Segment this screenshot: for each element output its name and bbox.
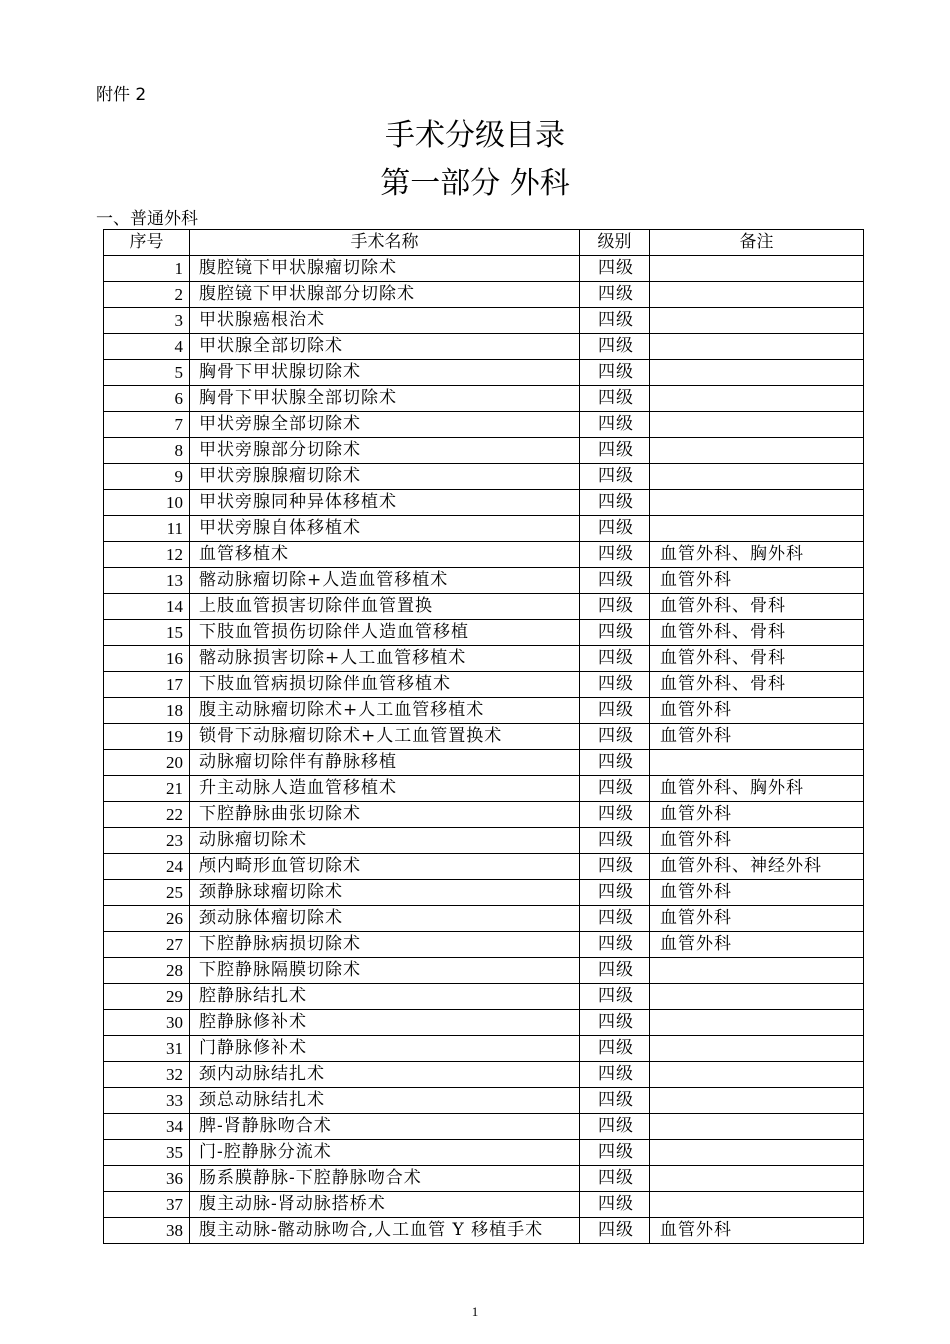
row-name: 下腔静脉曲张切除术 xyxy=(190,802,580,828)
row-note: 血管外科 xyxy=(650,568,864,594)
row-level: 四级 xyxy=(580,932,650,958)
row-note: 血管外科 xyxy=(650,698,864,724)
row-index: 38 xyxy=(104,1218,190,1244)
row-level: 四级 xyxy=(580,1166,650,1192)
row-level: 四级 xyxy=(580,308,650,334)
row-note: 血管外科、骨科 xyxy=(650,646,864,672)
row-name: 甲状旁腺同种异体移植术 xyxy=(190,490,580,516)
row-level: 四级 xyxy=(580,802,650,828)
row-index: 20 xyxy=(104,750,190,776)
row-name: 脾-肾静脉吻合术 xyxy=(190,1114,580,1140)
row-level: 四级 xyxy=(580,672,650,698)
table-row xyxy=(104,464,864,490)
header-index: 序号 xyxy=(104,230,190,256)
row-name: 髂动脉损害切除+人工血管移植术 xyxy=(190,646,580,672)
table-row xyxy=(104,906,864,932)
row-note xyxy=(650,1140,864,1166)
row-name: 颈内动脉结扎术 xyxy=(190,1062,580,1088)
row-name: 下肢血管损伤切除伴人造血管移植 xyxy=(190,620,580,646)
row-note xyxy=(650,1036,864,1062)
table-row xyxy=(104,1062,864,1088)
row-note: 血管外科、骨科 xyxy=(650,594,864,620)
row-level: 四级 xyxy=(580,412,650,438)
row-index: 5 xyxy=(104,360,190,386)
row-level: 四级 xyxy=(580,958,650,984)
table-row xyxy=(104,282,864,308)
table-row xyxy=(104,594,864,620)
row-level: 四级 xyxy=(580,516,650,542)
table-row xyxy=(104,542,864,568)
row-name: 甲状旁腺自体移植术 xyxy=(190,516,580,542)
row-index: 2 xyxy=(104,282,190,308)
header-level: 级别 xyxy=(580,230,650,256)
row-note: 血管外科 xyxy=(650,880,864,906)
table-row xyxy=(104,672,864,698)
row-note xyxy=(650,464,864,490)
table-row xyxy=(104,1140,864,1166)
row-index: 24 xyxy=(104,854,190,880)
row-note: 血管外科、骨科 xyxy=(650,672,864,698)
row-level: 四级 xyxy=(580,568,650,594)
document-subtitle: 第一部分 外科 xyxy=(380,166,570,201)
surgery-table xyxy=(103,229,864,1244)
table-row xyxy=(104,360,864,386)
row-note xyxy=(650,516,864,542)
document-title: 手术分级目录 xyxy=(385,118,565,153)
row-note: 血管外科、神经外科 xyxy=(650,854,864,880)
row-index: 19 xyxy=(104,724,190,750)
row-level: 四级 xyxy=(580,490,650,516)
table-row xyxy=(104,724,864,750)
row-name: 胸骨下甲状腺全部切除术 xyxy=(190,386,580,412)
row-note xyxy=(650,1010,864,1036)
table-row xyxy=(104,1114,864,1140)
table-header-row xyxy=(104,230,864,256)
row-name: 血管移植术 xyxy=(190,542,580,568)
row-name: 腹腔镜下甲状腺瘤切除术 xyxy=(190,256,580,282)
row-level: 四级 xyxy=(580,828,650,854)
row-level: 四级 xyxy=(580,1140,650,1166)
row-name: 甲状腺全部切除术 xyxy=(190,334,580,360)
table-row xyxy=(104,334,864,360)
row-note xyxy=(650,386,864,412)
row-index: 26 xyxy=(104,906,190,932)
table-row xyxy=(104,438,864,464)
row-level: 四级 xyxy=(580,464,650,490)
row-index: 29 xyxy=(104,984,190,1010)
row-index: 31 xyxy=(104,1036,190,1062)
table-row xyxy=(104,412,864,438)
table-row xyxy=(104,516,864,542)
row-index: 32 xyxy=(104,1062,190,1088)
row-name: 腹主动脉瘤切除术+人工血管移植术 xyxy=(190,698,580,724)
row-level: 四级 xyxy=(580,334,650,360)
row-level: 四级 xyxy=(580,646,650,672)
row-index: 9 xyxy=(104,464,190,490)
row-note: 血管外科、骨科 xyxy=(650,620,864,646)
row-name: 腹腔镜下甲状腺部分切除术 xyxy=(190,282,580,308)
row-level: 四级 xyxy=(580,854,650,880)
row-note xyxy=(650,490,864,516)
row-name: 颅内畸形血管切除术 xyxy=(190,854,580,880)
table-row xyxy=(104,854,864,880)
row-index: 18 xyxy=(104,698,190,724)
row-index: 10 xyxy=(104,490,190,516)
row-note xyxy=(650,1088,864,1114)
row-level: 四级 xyxy=(580,1088,650,1114)
attachment-label: 附件 2 xyxy=(96,85,147,105)
table-row xyxy=(104,1036,864,1062)
table-row xyxy=(104,880,864,906)
row-level: 四级 xyxy=(580,542,650,568)
row-name: 颈总动脉结扎术 xyxy=(190,1088,580,1114)
table-row xyxy=(104,750,864,776)
table-row xyxy=(104,256,864,282)
row-name: 颈动脉体瘤切除术 xyxy=(190,906,580,932)
row-index: 36 xyxy=(104,1166,190,1192)
row-level: 四级 xyxy=(580,1114,650,1140)
row-name: 甲状旁腺腺瘤切除术 xyxy=(190,464,580,490)
row-level: 四级 xyxy=(580,1010,650,1036)
table-row xyxy=(104,776,864,802)
row-name: 腹主动脉-髂动脉吻合,人工血管 Y 移植手术 xyxy=(190,1218,580,1244)
row-name: 甲状旁腺部分切除术 xyxy=(190,438,580,464)
row-name: 下肢血管病损切除伴血管移植术 xyxy=(190,672,580,698)
row-note: 血管外科 xyxy=(650,724,864,750)
table-row xyxy=(104,308,864,334)
row-index: 11 xyxy=(104,516,190,542)
row-index: 4 xyxy=(104,334,190,360)
row-index: 1 xyxy=(104,256,190,282)
row-level: 四级 xyxy=(580,750,650,776)
row-index: 30 xyxy=(104,1010,190,1036)
row-name: 动脉瘤切除伴有静脉移植 xyxy=(190,750,580,776)
row-index: 8 xyxy=(104,438,190,464)
row-index: 23 xyxy=(104,828,190,854)
row-name: 颈静脉球瘤切除术 xyxy=(190,880,580,906)
row-note xyxy=(650,1114,864,1140)
table-row xyxy=(104,984,864,1010)
row-note: 血管外科、胸外科 xyxy=(650,542,864,568)
row-note: 血管外科 xyxy=(650,828,864,854)
row-index: 13 xyxy=(104,568,190,594)
row-note xyxy=(650,958,864,984)
row-note xyxy=(650,438,864,464)
row-note xyxy=(650,256,864,282)
row-level: 四级 xyxy=(580,594,650,620)
row-name: 门-腔静脉分流术 xyxy=(190,1140,580,1166)
row-name: 肠系膜静脉-下腔静脉吻合术 xyxy=(190,1166,580,1192)
row-level: 四级 xyxy=(580,1036,650,1062)
table-row xyxy=(104,1088,864,1114)
row-name: 锁骨下动脉瘤切除术+人工血管置换术 xyxy=(190,724,580,750)
section-heading: 一、普通外科 xyxy=(96,209,198,229)
table-row xyxy=(104,802,864,828)
row-level: 四级 xyxy=(580,1192,650,1218)
row-name: 下腔静脉病损切除术 xyxy=(190,932,580,958)
row-index: 27 xyxy=(104,932,190,958)
row-note xyxy=(650,1166,864,1192)
row-note xyxy=(650,750,864,776)
row-name: 腔静脉结扎术 xyxy=(190,984,580,1010)
row-level: 四级 xyxy=(580,776,650,802)
row-index: 35 xyxy=(104,1140,190,1166)
row-level: 四级 xyxy=(580,1218,650,1244)
row-index: 37 xyxy=(104,1192,190,1218)
row-index: 7 xyxy=(104,412,190,438)
table-row xyxy=(104,1218,864,1244)
row-index: 21 xyxy=(104,776,190,802)
row-note xyxy=(650,1062,864,1088)
row-level: 四级 xyxy=(580,906,650,932)
row-level: 四级 xyxy=(580,724,650,750)
row-note: 血管外科 xyxy=(650,932,864,958)
row-level: 四级 xyxy=(580,984,650,1010)
table-row xyxy=(104,1166,864,1192)
row-name: 上肢血管损害切除伴血管置换 xyxy=(190,594,580,620)
row-note: 血管外科、胸外科 xyxy=(650,776,864,802)
row-level: 四级 xyxy=(580,386,650,412)
header-note: 备注 xyxy=(650,230,864,256)
table-row xyxy=(104,620,864,646)
row-name: 动脉瘤切除术 xyxy=(190,828,580,854)
row-level: 四级 xyxy=(580,360,650,386)
table-row xyxy=(104,828,864,854)
row-name: 腔静脉修补术 xyxy=(190,1010,580,1036)
row-name: 下腔静脉隔膜切除术 xyxy=(190,958,580,984)
row-index: 33 xyxy=(104,1088,190,1114)
table-row xyxy=(104,386,864,412)
row-index: 25 xyxy=(104,880,190,906)
row-index: 22 xyxy=(104,802,190,828)
row-note: 血管外科 xyxy=(650,906,864,932)
row-name: 甲状腺癌根治术 xyxy=(190,308,580,334)
row-note: 血管外科 xyxy=(650,802,864,828)
table-row xyxy=(104,932,864,958)
row-level: 四级 xyxy=(580,438,650,464)
row-index: 12 xyxy=(104,542,190,568)
row-level: 四级 xyxy=(580,1062,650,1088)
row-name: 升主动脉人造血管移植术 xyxy=(190,776,580,802)
row-index: 34 xyxy=(104,1114,190,1140)
row-note: 血管外科 xyxy=(650,1218,864,1244)
row-index: 14 xyxy=(104,594,190,620)
row-name: 甲状旁腺全部切除术 xyxy=(190,412,580,438)
row-name: 胸骨下甲状腺切除术 xyxy=(190,360,580,386)
page-number: 1 xyxy=(471,1304,479,1319)
row-note xyxy=(650,308,864,334)
table-row xyxy=(104,646,864,672)
table-row xyxy=(104,1010,864,1036)
row-name: 腹主动脉-肾动脉搭桥术 xyxy=(190,1192,580,1218)
row-index: 15 xyxy=(104,620,190,646)
row-name: 门静脉修补术 xyxy=(190,1036,580,1062)
table-row xyxy=(104,958,864,984)
table-row xyxy=(104,490,864,516)
row-note xyxy=(650,412,864,438)
header-name: 手术名称 xyxy=(190,230,580,256)
row-note xyxy=(650,984,864,1010)
row-level: 四级 xyxy=(580,282,650,308)
row-index: 6 xyxy=(104,386,190,412)
row-level: 四级 xyxy=(580,620,650,646)
table-row xyxy=(104,1192,864,1218)
row-level: 四级 xyxy=(580,698,650,724)
row-note xyxy=(650,360,864,386)
row-index: 3 xyxy=(104,308,190,334)
table-row xyxy=(104,698,864,724)
table-row xyxy=(104,568,864,594)
row-level: 四级 xyxy=(580,256,650,282)
row-index: 17 xyxy=(104,672,190,698)
table-body xyxy=(104,256,864,1244)
row-index: 16 xyxy=(104,646,190,672)
row-note xyxy=(650,334,864,360)
row-name: 髂动脉瘤切除+人造血管移植术 xyxy=(190,568,580,594)
row-note xyxy=(650,1192,864,1218)
row-level: 四级 xyxy=(580,880,650,906)
row-note xyxy=(650,282,864,308)
row-index: 28 xyxy=(104,958,190,984)
